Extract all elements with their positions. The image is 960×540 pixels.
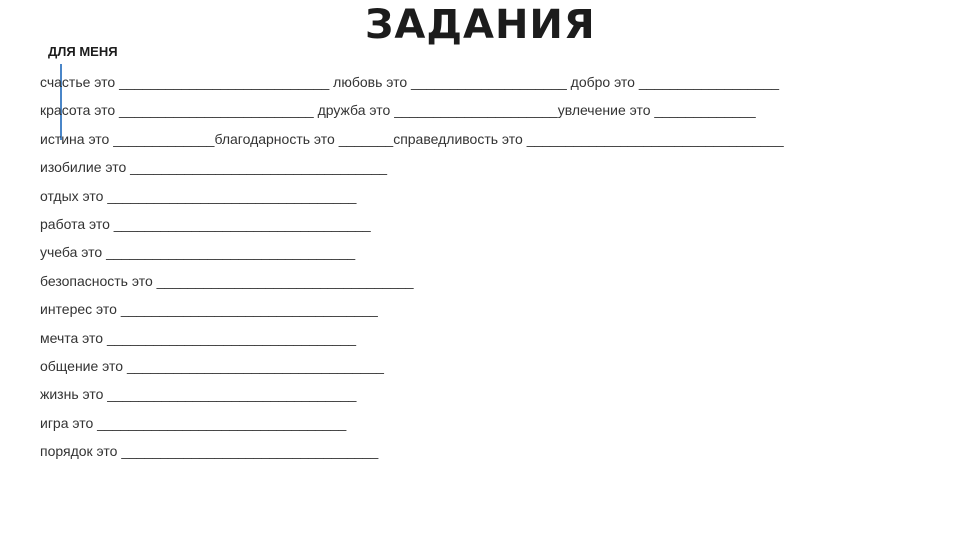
worksheet-line-study[interactable]: учеба это ________________________________ xyxy=(40,244,356,261)
page-subtitle: ДЛЯ МЕНЯ xyxy=(48,44,118,59)
worksheet-line-game[interactable]: игра это ________________________________ xyxy=(40,414,347,431)
worksheet-line-life[interactable]: жизнь это ________________________________ xyxy=(40,386,357,403)
worksheet-line-dream[interactable]: мечта это ________________________________ xyxy=(40,329,357,346)
worksheet-line-abundance[interactable]: изобилие это _________________________________ xyxy=(40,159,388,176)
worksheet-line-beauty[interactable]: красота это _________________________ дружба это _____________________увлечение это _____________ xyxy=(40,102,756,119)
worksheet-line-rest[interactable]: отдых это ________________________________ xyxy=(40,187,357,204)
worksheet-line-interest[interactable]: интерес это _________________________________ xyxy=(40,301,378,318)
worksheet-line-truth[interactable]: истина это _____________благодарность это _______справедливость это _________________________________ xyxy=(40,130,784,147)
page-title: ЗАДАНИЯ xyxy=(365,2,596,48)
worksheet-lines xyxy=(40,72,940,469)
worksheet-line-safety[interactable]: безопасность это _________________________________ xyxy=(40,272,414,289)
worksheet-line-order[interactable]: порядок это _________________________________ xyxy=(40,443,379,460)
worksheet-line-work[interactable]: работа это _________________________________ xyxy=(40,215,371,232)
worksheet-line-communication[interactable]: общение это _________________________________ xyxy=(40,357,384,374)
worksheet-line-happiness[interactable]: счастье это ___________________________ любовь это ____________________ добро это __________________ xyxy=(40,74,780,90)
